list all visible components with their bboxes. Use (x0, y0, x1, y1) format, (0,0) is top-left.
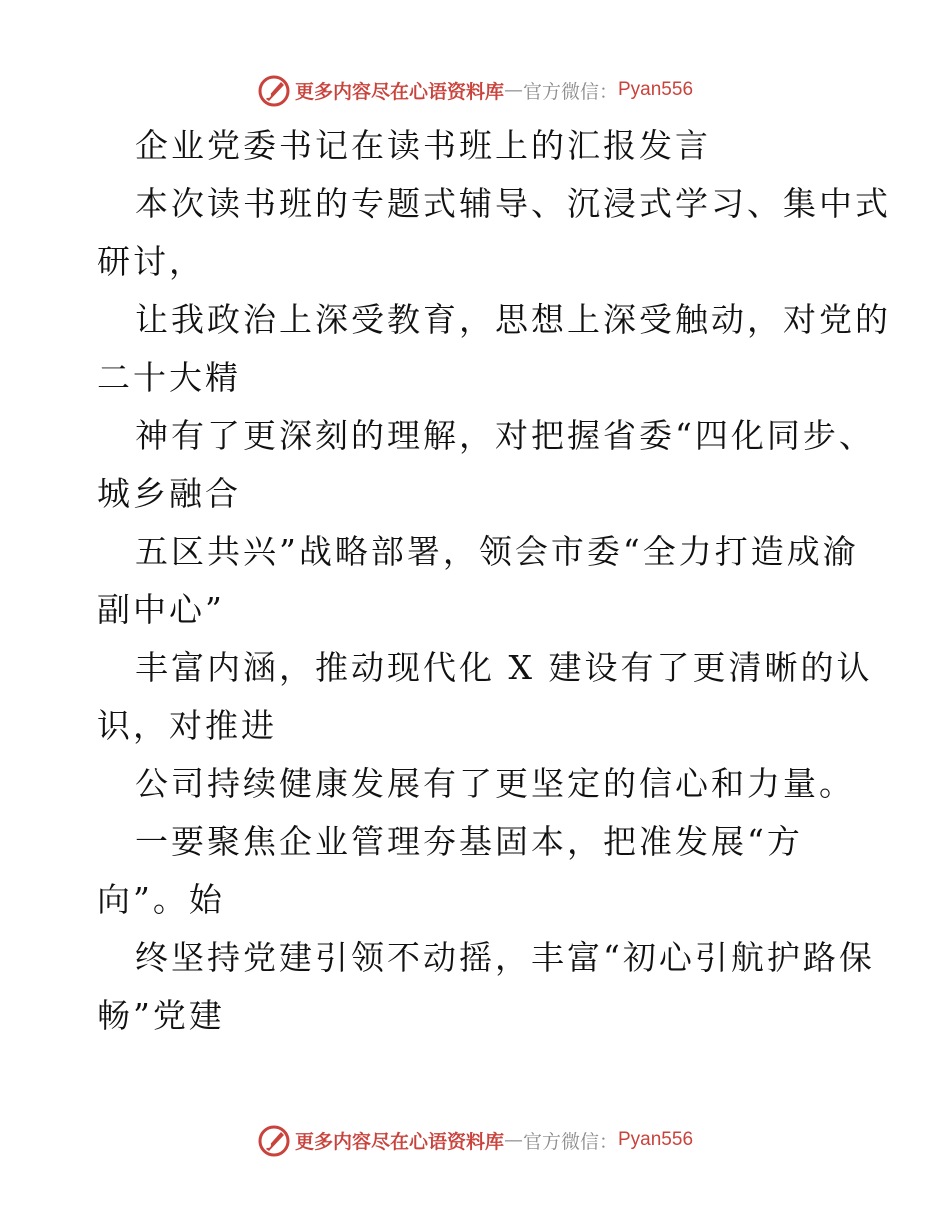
pen-nib-logo-icon (257, 1123, 291, 1157)
watermark-separator: — (503, 1129, 523, 1151)
header-watermark (0, 70, 950, 110)
document-title: 企业党委书记在读书班上的汇报发言 (135, 126, 711, 165)
watermark-name: 更多内容尽在心语资料库 (294, 1130, 504, 1153)
text-line: 向”。始 (97, 880, 225, 919)
text-line: 公司持续健康发展有了更坚定的信心和力量。 (135, 764, 855, 803)
text-line: 丰富内涵，推动现代化 X 建设有了更清晰的认 (135, 648, 873, 687)
text-line: 让我政治上深受教育，思想上深受触动，对党的 (135, 300, 891, 339)
watermark-label: 官方微信： (522, 1130, 618, 1153)
text-line: 识，对推进 (97, 706, 277, 745)
text-line: 终坚持党建引领不动摇，丰富“初心引航护路保 (135, 938, 875, 977)
watermark-separator: — (503, 79, 523, 101)
watermark-wechat-id: Pyan556 (618, 79, 694, 100)
text-line: 一要聚焦企业管理夯基固本，把准发展“方 (135, 822, 803, 861)
text-line: 研讨， (97, 242, 205, 281)
watermark-wechat-id: Pyan556 (618, 1129, 694, 1150)
watermark-name: 更多内容尽在心语资料库 (294, 80, 504, 103)
footer-watermark (0, 1120, 950, 1160)
pen-nib-logo-icon (257, 73, 291, 107)
watermark-label: 官方微信： (522, 80, 618, 103)
text-line: 本次读书班的专题式辅导、沉浸式学习、集中式 (135, 184, 891, 223)
text-line: 二十大精 (97, 358, 241, 397)
text-line: 副中心” (97, 590, 225, 629)
text-line: 畅”党建 (97, 996, 225, 1035)
text-line: 五区共兴”战略部署，领会市委“全力打造成渝 (135, 532, 859, 571)
document-body (97, 117, 891, 1045)
text-line: 神有了更深刻的理解，对把握省委“四化同步、 (135, 416, 875, 455)
text-line: 城乡融合 (97, 474, 241, 513)
